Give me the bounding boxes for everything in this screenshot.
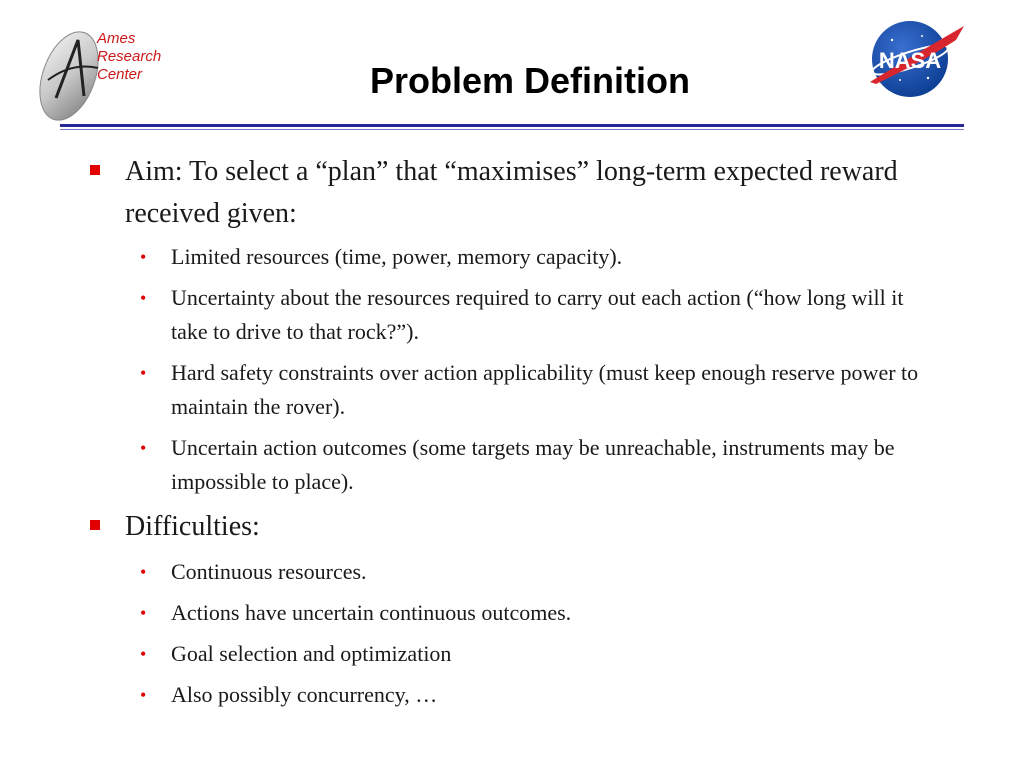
- dot-bullet-icon: •: [140, 644, 147, 664]
- ames-line-3: Center: [97, 66, 143, 83]
- dot-bullet-icon: •: [140, 562, 147, 582]
- dot-bullet-icon: •: [140, 438, 147, 458]
- sub-bullet: Actions have uncertain continuous outcomes.: [171, 600, 572, 625]
- square-bullet-icon: [90, 165, 100, 175]
- ames-line-1: Ames: [97, 30, 136, 47]
- dot-bullet-icon: •: [140, 247, 147, 267]
- nasa-meatball-icon: [852, 18, 972, 100]
- slide-title: Problem Definition: [369, 60, 690, 101]
- dot-bullet-icon: •: [140, 288, 147, 308]
- sub-bullet: Goal selection and optimization: [171, 641, 452, 666]
- square-bullet-icon: [90, 520, 100, 530]
- title-divider: [60, 124, 964, 127]
- sub-bullet: Continuous resources.: [171, 559, 367, 584]
- sub-bullet: Limited resources (time, power, memory capacity).: [171, 244, 623, 269]
- ames-logo-icon: [36, 18, 106, 130]
- ames-research-center-label: [97, 30, 161, 84]
- dot-bullet-icon: •: [140, 603, 147, 623]
- nasa-logo-text: NASA: [878, 48, 942, 73]
- dot-bullet-icon: •: [140, 685, 147, 705]
- title-divider-thin: [60, 129, 964, 130]
- bullet-difficulties: Difficulties:: [125, 511, 260, 542]
- sub-bullet: Uncertain action outcomes (some targets may be unreachable, instruments may be impossible to place).: [171, 435, 895, 494]
- sub-bullet: Uncertainty about the resources required to carry out each action (“how long will it take to drive to that rock?”).: [171, 285, 904, 344]
- dot-bullet-icon: •: [140, 363, 147, 383]
- sub-bullet: Hard safety constraints over action applicability (must keep enough reserve power to maintain the rover).: [171, 360, 919, 419]
- sub-bullet: Also possibly concurrency, …: [171, 682, 438, 707]
- ames-line-2: Research: [97, 48, 162, 65]
- bullet-aim: Aim: To select a “plan” that “maximises” long-term expected reward received given:: [125, 156, 898, 229]
